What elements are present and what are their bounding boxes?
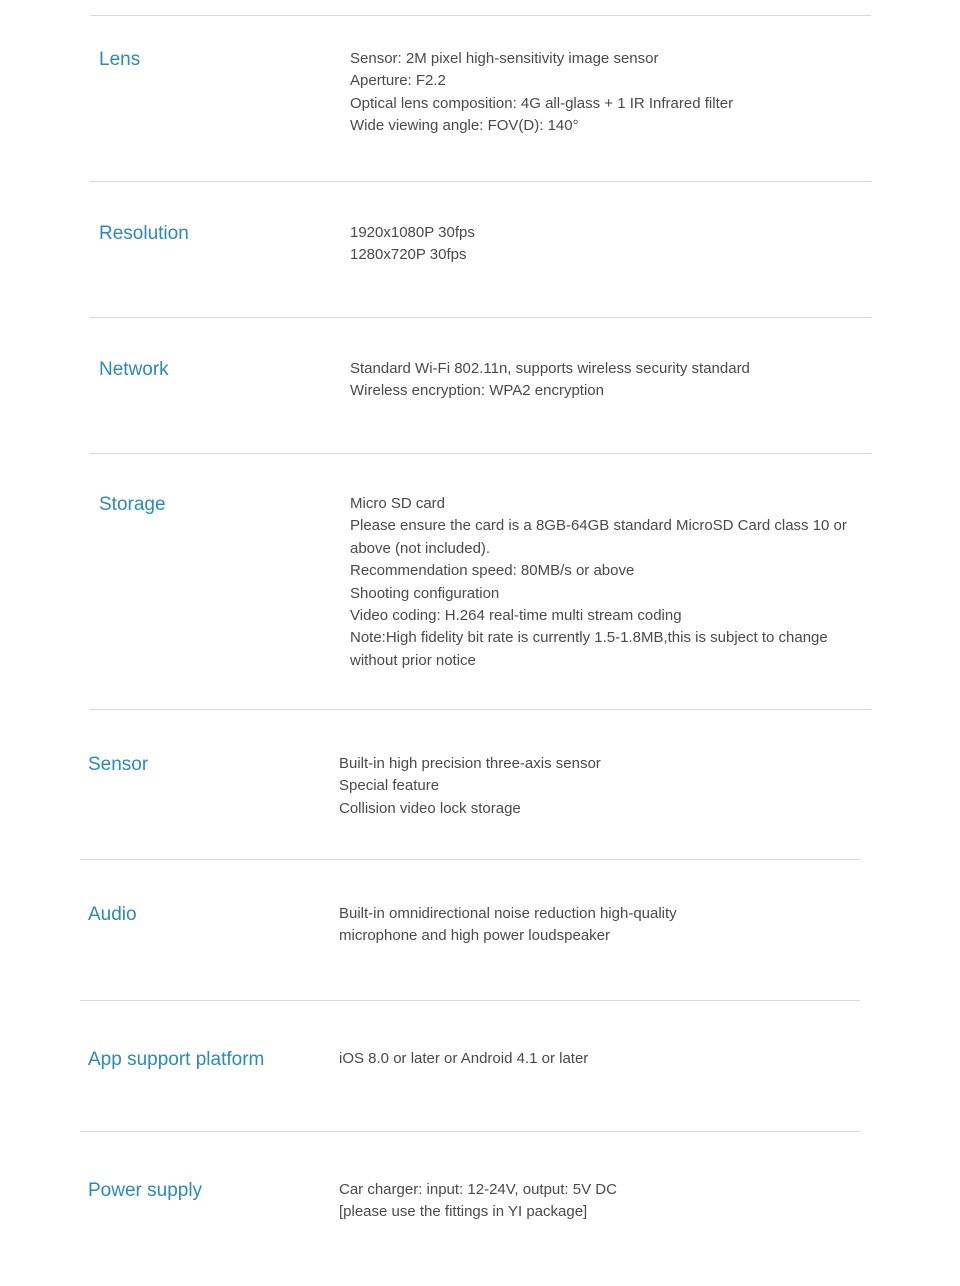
section-divider bbox=[90, 181, 871, 182]
spec-line: 1920x1080P 30fps bbox=[350, 224, 475, 241]
spec-line: Video coding: H.264 real-time multi stream coding bbox=[350, 607, 682, 625]
spec-description bbox=[350, 222, 475, 267]
spec-description bbox=[350, 493, 847, 672]
spec-line: Note:High fidelity bit rate is currently 1.5-1.8MB,this is subject to change bbox=[350, 629, 828, 647]
spec-line: Aperture: F2.2 bbox=[350, 72, 446, 90]
spec-line: Built-in omnidirectional noise reduction high-quality bbox=[339, 905, 677, 922]
spec-line: Shooting configuration bbox=[350, 584, 500, 602]
spec-line: above (not included). bbox=[350, 539, 491, 557]
spec-label: App support platform bbox=[88, 1049, 265, 1070]
spec-line: Standard Wi-Fi 802.11n, supports wireless security standard bbox=[350, 360, 750, 377]
spec-line: Special feature bbox=[339, 777, 440, 795]
spec-line: Recommendation speed: 80MB/s or above bbox=[350, 562, 635, 580]
spec-line: Wide viewing angle: FOV(D): 140° bbox=[350, 117, 579, 135]
spec-line: Wireless encryption: WPA2 encryption bbox=[350, 382, 604, 400]
spec-line: Micro SD card bbox=[350, 495, 446, 512]
spec-line: 1280x720P 30fps bbox=[350, 246, 467, 264]
spec-line: [please use the fittings in YI package] bbox=[339, 1203, 588, 1221]
spec-label: Audio bbox=[88, 904, 137, 925]
spec-label: Power supply bbox=[88, 1180, 203, 1201]
spec-line: Sensor: 2M pixel high-sensitivity image sensor bbox=[350, 50, 659, 67]
section-divider bbox=[80, 1131, 860, 1132]
spec-line: microphone and high power loudspeaker bbox=[339, 927, 611, 945]
spec-line: Car charger: input: 12-24V, output: 5V DC bbox=[339, 1181, 617, 1198]
section-divider bbox=[80, 859, 860, 860]
spec-description bbox=[339, 1048, 588, 1070]
spec-line: iOS 8.0 or later or Android 4.1 or later bbox=[339, 1050, 589, 1067]
spec-line: Optical lens composition: 4G all-glass + 1 IR Infrared filter bbox=[350, 94, 734, 112]
spec-description bbox=[350, 358, 750, 403]
spec-line: Please ensure the card is a 8GB-64GB standard MicroSD Card class 10 or bbox=[350, 517, 847, 535]
section-divider bbox=[90, 453, 871, 454]
section-divider bbox=[90, 709, 871, 710]
section-divider bbox=[80, 1000, 860, 1001]
spec-description bbox=[339, 1179, 617, 1224]
spec-description bbox=[350, 48, 733, 138]
spec-label: Lens bbox=[99, 49, 141, 70]
spec-line: Collision video lock storage bbox=[339, 799, 521, 817]
spec-label: Resolution bbox=[99, 223, 189, 244]
spec-label: Sensor bbox=[88, 754, 149, 775]
spec-description bbox=[339, 903, 677, 948]
spec-description bbox=[339, 753, 601, 820]
spec-line: without prior notice bbox=[350, 651, 476, 669]
spec-line: Built-in high precision three-axis sensor bbox=[339, 755, 601, 772]
section-divider bbox=[90, 15, 871, 16]
spec-label: Storage bbox=[99, 494, 166, 515]
spec-label: Network bbox=[99, 359, 169, 380]
section-divider bbox=[90, 317, 871, 318]
